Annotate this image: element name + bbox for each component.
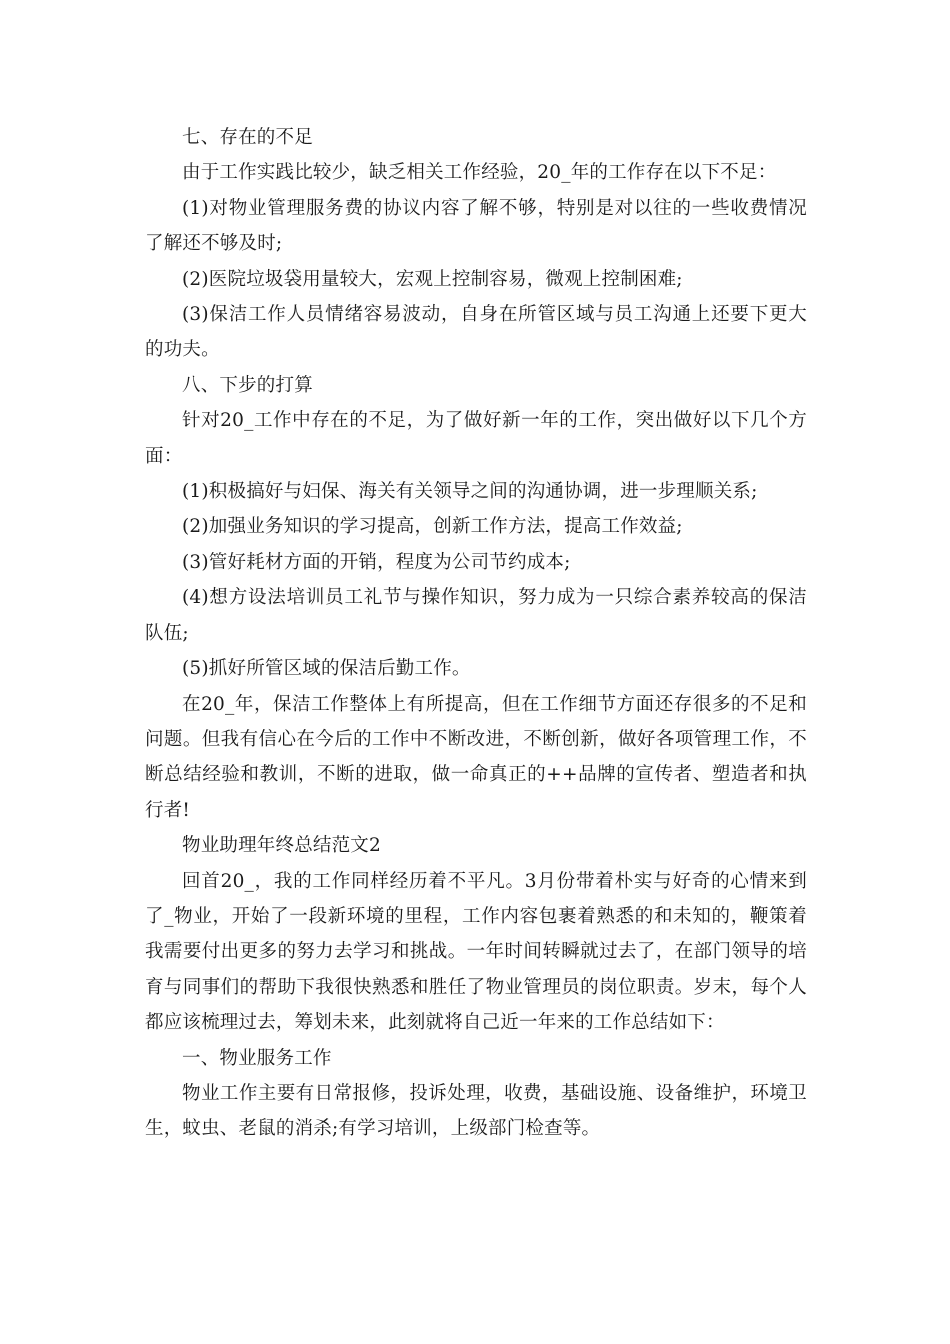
list-item-plan-2: (2)加强业务知识的学习提高，创新工作方法，提高工作效益; (182, 516, 683, 538)
list-item-shortcoming-3: (3)保洁工作人员情绪容易波动，自身在所管区域与员工沟通上还要下更大的功夫。 (145, 304, 807, 361)
list-item-plan-3: (3)管好耗材方面的开销，程度为公司节约成本; (182, 551, 571, 573)
paragraph-review-intro: 回首20_，我的工作同样经历着不平凡。3月份带着朴实与好奇的心情来到了_物业，开始了一段新环境的里程，工作内容包裹着熟悉的和未知的，鞭策着我需要付出更多的努力去学习和挑战。一年时间转瞬就过去了，在部门领导的培育与同事们的帮助下我很快熟悉和胜任了物业管理员的岗位职责。岁末，每个人都应该梳理过去，筹划未来，此刻就将自己近一年来的工作总结如下： (145, 870, 807, 1034)
list-item-shortcoming-1: (1)对物业管理服务费的协议内容了解不够，特别是对以往的一些收费情况了解还不够及时; (145, 197, 807, 255)
section-heading-shortcomings: 七、存在的不足 (182, 127, 313, 148)
section-heading-property-service: 一、物业服务工作 (182, 1047, 332, 1069)
paragraph-property-service: 物业工作主要有日常报修，投诉处理，收费，基础设施、设备维护，环境卫生，蚊虫、老鼠的消杀;有学习培训，上级部门检查等。 (145, 1082, 807, 1140)
document-body (145, 120, 807, 1147)
paragraph-shortcomings-intro: 由于工作实践比较少，缺乏相关工作经验，20_年的工作存在以下不足： (182, 162, 777, 184)
section-heading-next-steps: 八、下步的打算 (182, 374, 313, 396)
list-item-shortcoming-2: (2)医院垃圾袋用量较大，宏观上控制容易，微观上控制困难; (182, 268, 683, 290)
paragraph-conclusion: 在20_年，保洁工作整体上有所提高，但在工作细节方面还存很多的不足和问题。但我有信心在今后的工作中不断改进，不断创新，做好各项管理工作，不断总结经验和教训，不断的进取，做一命真正的++品牌的宣传者、塑造者和执行者! (145, 693, 807, 821)
list-item-plan-5: (5)抓好所管区域的保洁后勤工作。 (182, 658, 471, 680)
paragraph-next-steps-intro: 针对20_工作中存在的不足，为了做好新一年的工作，突出做好以下几个方面： (145, 410, 807, 467)
list-item-plan-4: (4)想方设法培训员工礼节与操作知识，努力成为一只综合素养较高的保洁队伍; (145, 587, 807, 644)
article-title-2: 物业助理年终总结范文2 (182, 835, 381, 857)
list-item-plan-1: (1)积极搞好与妇保、海关有关领导之间的沟通协调，进一步理顺关系; (182, 481, 758, 503)
